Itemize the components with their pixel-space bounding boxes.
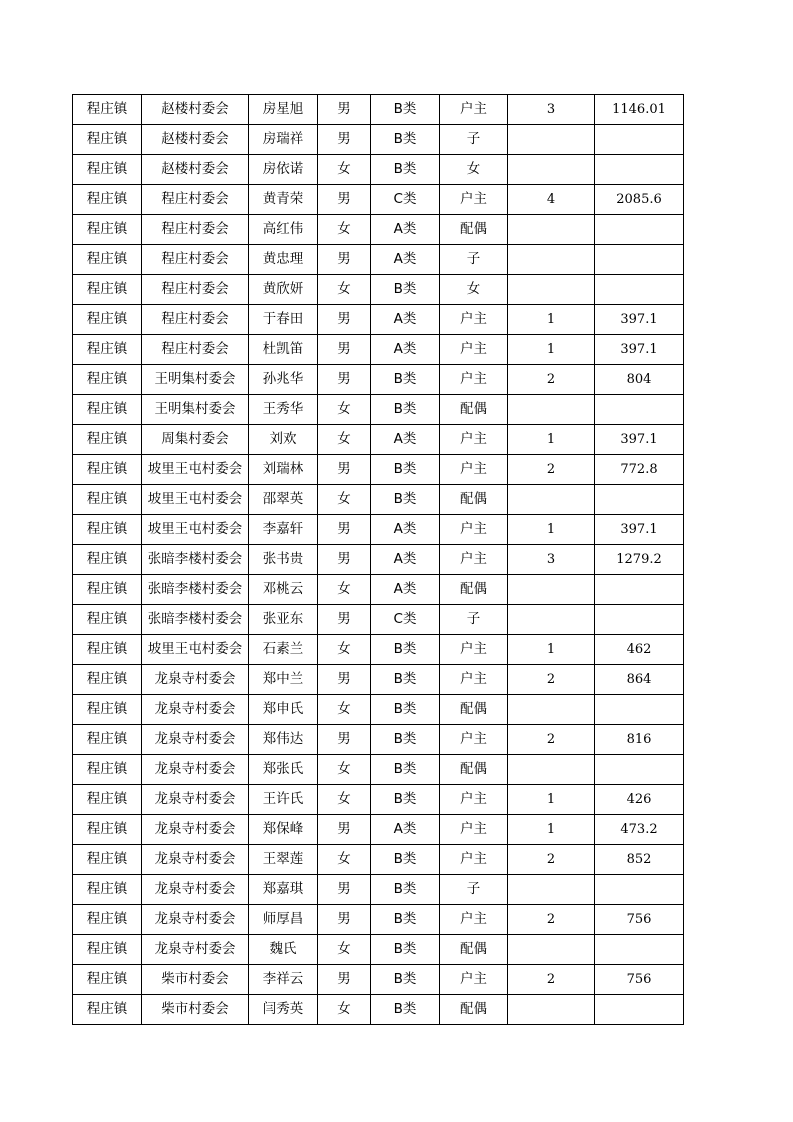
relation-cell: 户主	[440, 785, 508, 815]
relation-cell: 女	[440, 275, 508, 305]
town-cell: 程庄镇	[73, 305, 142, 335]
village-committee-cell: 坡里王屯村委会	[142, 515, 249, 545]
name-cell: 师厚昌	[249, 905, 318, 935]
village-committee-cell: 龙泉寺村委会	[142, 755, 249, 785]
amount-cell: 1146.01	[595, 95, 684, 125]
name-cell: 邵翠英	[249, 485, 318, 515]
gender-cell: 男	[318, 245, 371, 275]
amount-cell	[595, 275, 684, 305]
household-size-cell	[508, 215, 595, 245]
amount-cell	[595, 215, 684, 245]
village-committee-cell: 程庄村委会	[142, 335, 249, 365]
gender-cell: 男	[318, 605, 371, 635]
table-row	[73, 305, 684, 335]
relation-cell: 户主	[440, 905, 508, 935]
village-committee-cell: 龙泉寺村委会	[142, 905, 249, 935]
relation-cell: 户主	[440, 425, 508, 455]
gender-cell: 男	[318, 95, 371, 125]
category-cell: A类	[371, 515, 440, 545]
gender-cell: 女	[318, 755, 371, 785]
category-cell: A类	[371, 815, 440, 845]
gender-cell: 男	[318, 545, 371, 575]
category-cell: B类	[371, 365, 440, 395]
household-size-cell: 1	[508, 785, 595, 815]
amount-cell: 756	[595, 965, 684, 995]
table-row	[73, 335, 684, 365]
amount-cell: 2085.6	[595, 185, 684, 215]
town-cell: 程庄镇	[73, 605, 142, 635]
household-size-cell	[508, 125, 595, 155]
gender-cell: 女	[318, 395, 371, 425]
village-committee-cell: 柴市村委会	[142, 965, 249, 995]
town-cell: 程庄镇	[73, 395, 142, 425]
village-committee-cell: 赵楼村委会	[142, 95, 249, 125]
household-size-cell	[508, 575, 595, 605]
name-cell: 王翠莲	[249, 845, 318, 875]
table-row	[73, 995, 684, 1025]
category-cell: B类	[371, 905, 440, 935]
relation-cell: 配偶	[440, 695, 508, 725]
category-cell: B类	[371, 995, 440, 1025]
relation-cell: 子	[440, 245, 508, 275]
relation-cell: 户主	[440, 815, 508, 845]
town-cell: 程庄镇	[73, 455, 142, 485]
relation-cell: 户主	[440, 725, 508, 755]
category-cell: B类	[371, 725, 440, 755]
household-size-cell: 2	[508, 665, 595, 695]
town-cell: 程庄镇	[73, 275, 142, 305]
relation-cell: 户主	[440, 965, 508, 995]
town-cell: 程庄镇	[73, 125, 142, 155]
town-cell: 程庄镇	[73, 215, 142, 245]
town-cell: 程庄镇	[73, 665, 142, 695]
category-cell: B类	[371, 155, 440, 185]
village-committee-cell: 龙泉寺村委会	[142, 695, 249, 725]
gender-cell: 男	[318, 335, 371, 365]
name-cell: 石素兰	[249, 635, 318, 665]
category-cell: A类	[371, 425, 440, 455]
relation-cell: 户主	[440, 305, 508, 335]
gender-cell: 女	[318, 215, 371, 245]
relation-cell: 户主	[440, 95, 508, 125]
relation-cell: 子	[440, 875, 508, 905]
town-cell: 程庄镇	[73, 815, 142, 845]
category-cell: B类	[371, 665, 440, 695]
name-cell: 郑张氏	[249, 755, 318, 785]
name-cell: 张书贵	[249, 545, 318, 575]
category-cell: B类	[371, 695, 440, 725]
name-cell: 杜凯笛	[249, 335, 318, 365]
amount-cell: 397.1	[595, 335, 684, 365]
name-cell: 李嘉轩	[249, 515, 318, 545]
household-size-cell	[508, 395, 595, 425]
household-size-cell: 2	[508, 365, 595, 395]
table-row	[73, 875, 684, 905]
amount-cell: 816	[595, 725, 684, 755]
town-cell: 程庄镇	[73, 965, 142, 995]
name-cell: 刘瑞林	[249, 455, 318, 485]
table-row	[73, 695, 684, 725]
town-cell: 程庄镇	[73, 485, 142, 515]
gender-cell: 男	[318, 965, 371, 995]
amount-cell: 864	[595, 665, 684, 695]
village-committee-cell: 张暗李楼村委会	[142, 545, 249, 575]
relation-cell: 子	[440, 125, 508, 155]
category-cell: B类	[371, 755, 440, 785]
category-cell: A类	[371, 335, 440, 365]
village-committee-cell: 周集村委会	[142, 425, 249, 455]
gender-cell: 女	[318, 425, 371, 455]
table-row	[73, 575, 684, 605]
name-cell: 高红伟	[249, 215, 318, 245]
relation-cell: 配偶	[440, 755, 508, 785]
household-size-cell	[508, 755, 595, 785]
household-size-cell: 2	[508, 845, 595, 875]
village-committee-cell: 程庄村委会	[142, 245, 249, 275]
table-row	[73, 965, 684, 995]
relation-cell: 子	[440, 605, 508, 635]
name-cell: 魏氏	[249, 935, 318, 965]
household-size-cell: 1	[508, 335, 595, 365]
town-cell: 程庄镇	[73, 935, 142, 965]
amount-cell	[595, 395, 684, 425]
town-cell: 程庄镇	[73, 875, 142, 905]
amount-cell: 473.2	[595, 815, 684, 845]
relation-cell: 配偶	[440, 215, 508, 245]
category-cell: B类	[371, 395, 440, 425]
category-cell: B类	[371, 965, 440, 995]
table-row	[73, 155, 684, 185]
relation-cell: 户主	[440, 365, 508, 395]
town-cell: 程庄镇	[73, 245, 142, 275]
village-committee-cell: 王明集村委会	[142, 395, 249, 425]
gender-cell: 男	[318, 365, 371, 395]
gender-cell: 女	[318, 155, 371, 185]
category-cell: B类	[371, 485, 440, 515]
gender-cell: 女	[318, 785, 371, 815]
town-cell: 程庄镇	[73, 95, 142, 125]
household-size-cell: 2	[508, 455, 595, 485]
name-cell: 房依诺	[249, 155, 318, 185]
table-row	[73, 905, 684, 935]
table-row	[73, 425, 684, 455]
table-row	[73, 725, 684, 755]
village-committee-cell: 龙泉寺村委会	[142, 845, 249, 875]
name-cell: 王许氏	[249, 785, 318, 815]
gender-cell: 男	[318, 455, 371, 485]
name-cell: 黄欣妍	[249, 275, 318, 305]
gender-cell: 女	[318, 635, 371, 665]
gender-cell: 男	[318, 125, 371, 155]
table-row	[73, 815, 684, 845]
relation-cell: 配偶	[440, 995, 508, 1025]
category-cell: B类	[371, 875, 440, 905]
name-cell: 郑中兰	[249, 665, 318, 695]
village-committee-cell: 坡里王屯村委会	[142, 485, 249, 515]
gender-cell: 男	[318, 305, 371, 335]
household-size-cell: 1	[508, 305, 595, 335]
gender-cell: 女	[318, 485, 371, 515]
town-cell: 程庄镇	[73, 755, 142, 785]
household-size-cell: 2	[508, 725, 595, 755]
village-committee-cell: 张暗李楼村委会	[142, 605, 249, 635]
relation-cell: 配偶	[440, 935, 508, 965]
town-cell: 程庄镇	[73, 725, 142, 755]
town-cell: 程庄镇	[73, 635, 142, 665]
table-row	[73, 455, 684, 485]
name-cell: 郑伟达	[249, 725, 318, 755]
table-row	[73, 215, 684, 245]
table-row	[73, 605, 684, 635]
relation-cell: 户主	[440, 515, 508, 545]
relation-cell: 女	[440, 155, 508, 185]
household-size-cell: 3	[508, 95, 595, 125]
town-cell: 程庄镇	[73, 905, 142, 935]
amount-cell	[595, 605, 684, 635]
relation-cell: 配偶	[440, 395, 508, 425]
name-cell: 郑嘉琪	[249, 875, 318, 905]
amount-cell	[595, 995, 684, 1025]
household-size-cell	[508, 485, 595, 515]
village-committee-cell: 坡里王屯村委会	[142, 455, 249, 485]
table-row	[73, 545, 684, 575]
amount-cell: 462	[595, 635, 684, 665]
amount-cell: 756	[595, 905, 684, 935]
amount-cell	[595, 575, 684, 605]
name-cell: 孙兆华	[249, 365, 318, 395]
gender-cell: 女	[318, 845, 371, 875]
household-size-cell: 2	[508, 965, 595, 995]
town-cell: 程庄镇	[73, 575, 142, 605]
table-row	[73, 755, 684, 785]
town-cell: 程庄镇	[73, 995, 142, 1025]
name-cell: 于春田	[249, 305, 318, 335]
name-cell: 黄忠理	[249, 245, 318, 275]
amount-cell: 852	[595, 845, 684, 875]
name-cell: 邓桃云	[249, 575, 318, 605]
name-cell: 郑申氏	[249, 695, 318, 725]
table-row	[73, 365, 684, 395]
amount-cell: 397.1	[595, 515, 684, 545]
name-cell: 房瑞祥	[249, 125, 318, 155]
household-size-cell: 3	[508, 545, 595, 575]
name-cell: 房星旭	[249, 95, 318, 125]
name-cell: 郑保峰	[249, 815, 318, 845]
category-cell: A类	[371, 545, 440, 575]
household-size-cell	[508, 155, 595, 185]
household-size-cell	[508, 605, 595, 635]
relation-cell: 户主	[440, 185, 508, 215]
gender-cell: 男	[318, 185, 371, 215]
table-row	[73, 845, 684, 875]
village-committee-cell: 柴市村委会	[142, 995, 249, 1025]
relation-cell: 户主	[440, 665, 508, 695]
household-size-cell: 2	[508, 905, 595, 935]
category-cell: B类	[371, 125, 440, 155]
household-size-cell	[508, 995, 595, 1025]
household-size-cell	[508, 935, 595, 965]
table-row	[73, 245, 684, 275]
table-row	[73, 185, 684, 215]
category-cell: B类	[371, 845, 440, 875]
relation-cell: 户主	[440, 845, 508, 875]
amount-cell: 426	[595, 785, 684, 815]
village-committee-cell: 赵楼村委会	[142, 155, 249, 185]
household-size-cell: 1	[508, 425, 595, 455]
town-cell: 程庄镇	[73, 335, 142, 365]
town-cell: 程庄镇	[73, 545, 142, 575]
table-row	[73, 935, 684, 965]
name-cell: 王秀华	[249, 395, 318, 425]
table-row	[73, 95, 684, 125]
household-size-cell	[508, 245, 595, 275]
town-cell: 程庄镇	[73, 845, 142, 875]
town-cell: 程庄镇	[73, 515, 142, 545]
gender-cell: 男	[318, 905, 371, 935]
town-cell: 程庄镇	[73, 365, 142, 395]
gender-cell: 男	[318, 725, 371, 755]
amount-cell	[595, 695, 684, 725]
village-committee-cell: 龙泉寺村委会	[142, 665, 249, 695]
category-cell: B类	[371, 275, 440, 305]
town-cell: 程庄镇	[73, 155, 142, 185]
gender-cell: 女	[318, 275, 371, 305]
amount-cell	[595, 155, 684, 185]
relation-cell: 户主	[440, 335, 508, 365]
town-cell: 程庄镇	[73, 695, 142, 725]
relation-cell: 户主	[440, 635, 508, 665]
category-cell: A类	[371, 305, 440, 335]
gender-cell: 男	[318, 665, 371, 695]
gender-cell: 男	[318, 875, 371, 905]
roster-table-body	[73, 95, 684, 1025]
roster-table	[72, 94, 684, 1025]
category-cell: B类	[371, 95, 440, 125]
name-cell: 刘欢	[249, 425, 318, 455]
amount-cell	[595, 875, 684, 905]
amount-cell	[595, 125, 684, 155]
table-row	[73, 515, 684, 545]
town-cell: 程庄镇	[73, 785, 142, 815]
town-cell: 程庄镇	[73, 425, 142, 455]
amount-cell	[595, 485, 684, 515]
village-committee-cell: 龙泉寺村委会	[142, 935, 249, 965]
gender-cell: 男	[318, 515, 371, 545]
village-committee-cell: 程庄村委会	[142, 215, 249, 245]
gender-cell: 女	[318, 995, 371, 1025]
household-size-cell: 1	[508, 515, 595, 545]
village-committee-cell: 王明集村委会	[142, 365, 249, 395]
relation-cell: 配偶	[440, 485, 508, 515]
village-committee-cell: 龙泉寺村委会	[142, 815, 249, 845]
amount-cell: 397.1	[595, 305, 684, 335]
gender-cell: 女	[318, 935, 371, 965]
category-cell: B类	[371, 785, 440, 815]
amount-cell	[595, 245, 684, 275]
category-cell: C类	[371, 185, 440, 215]
village-committee-cell: 坡里王屯村委会	[142, 635, 249, 665]
village-committee-cell: 龙泉寺村委会	[142, 785, 249, 815]
table-row	[73, 485, 684, 515]
village-committee-cell: 程庄村委会	[142, 275, 249, 305]
amount-cell	[595, 755, 684, 785]
relation-cell: 配偶	[440, 575, 508, 605]
amount-cell: 804	[595, 365, 684, 395]
category-cell: B类	[371, 635, 440, 665]
name-cell: 李祥云	[249, 965, 318, 995]
category-cell: C类	[371, 605, 440, 635]
table-row	[73, 395, 684, 425]
table-row	[73, 785, 684, 815]
relation-cell: 户主	[440, 545, 508, 575]
relation-cell: 户主	[440, 455, 508, 485]
household-size-cell	[508, 695, 595, 725]
category-cell: B类	[371, 935, 440, 965]
gender-cell: 男	[318, 815, 371, 845]
name-cell: 闫秀英	[249, 995, 318, 1025]
name-cell: 黄青荣	[249, 185, 318, 215]
village-committee-cell: 龙泉寺村委会	[142, 875, 249, 905]
village-committee-cell: 程庄村委会	[142, 305, 249, 335]
category-cell: B类	[371, 455, 440, 485]
category-cell: A类	[371, 245, 440, 275]
household-size-cell	[508, 875, 595, 905]
gender-cell: 女	[318, 575, 371, 605]
village-committee-cell: 龙泉寺村委会	[142, 725, 249, 755]
amount-cell: 1279.2	[595, 545, 684, 575]
amount-cell	[595, 935, 684, 965]
table-row	[73, 125, 684, 155]
town-cell: 程庄镇	[73, 185, 142, 215]
village-committee-cell: 程庄村委会	[142, 185, 249, 215]
table-row	[73, 275, 684, 305]
household-size-cell	[508, 275, 595, 305]
name-cell: 张亚东	[249, 605, 318, 635]
village-committee-cell: 张暗李楼村委会	[142, 575, 249, 605]
village-committee-cell: 赵楼村委会	[142, 125, 249, 155]
household-size-cell: 1	[508, 635, 595, 665]
household-size-cell: 1	[508, 815, 595, 845]
gender-cell: 女	[318, 695, 371, 725]
amount-cell: 772.8	[595, 455, 684, 485]
table-row	[73, 665, 684, 695]
category-cell: A类	[371, 215, 440, 245]
amount-cell: 397.1	[595, 425, 684, 455]
household-size-cell: 4	[508, 185, 595, 215]
table-row	[73, 635, 684, 665]
category-cell: A类	[371, 575, 440, 605]
